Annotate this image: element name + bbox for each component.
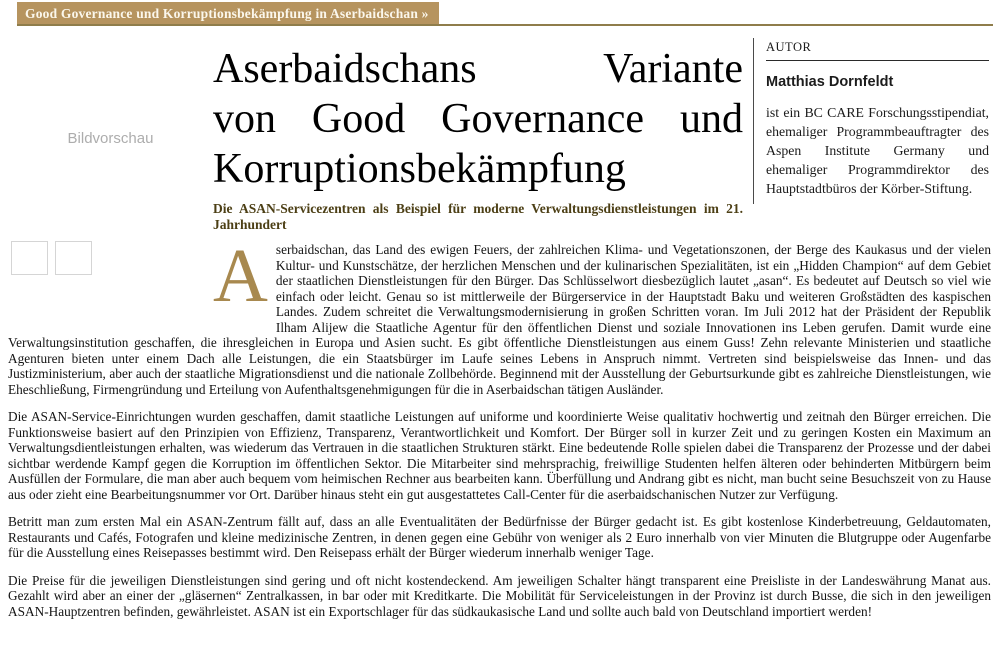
article-subtitle: Die ASAN-Servicezentren als Beispiel für moderne Verwaltungsdienstleistungen im 21. Jahrhundert	[213, 201, 743, 232]
thumbnail-2[interactable]	[55, 241, 92, 275]
thumbnail-1[interactable]	[11, 241, 48, 275]
paragraph-3: Betritt man zum ersten Mal ein ASAN-Zentrum fällt auf, dass an alle Eventualitäten der Bedürfnisse der Bürger gedacht ist. Es gibt kostenlose Kinderbetreuung, Geldautomaten, Restaurants und Cafés, Fotografen und kleine medizinische Zentren, in denen gegen eine Gebühr von weniger als 2 Euro innerhalb von vier Minuten die Blutgruppe oder Augenfarbe für die Ausstellung eines Reisepasses bestimmt wird. Den Reisepass erhält der Bürger wiederum innerhalb weniger Tage.	[8, 514, 991, 560]
article-title-line-1: Aserbaidschans Variante	[213, 46, 743, 92]
image-preview-placeholder-label: Bildvorschau	[67, 130, 154, 147]
paragraph-2: Die ASAN-Service-Einrichtungen wurden geschaffen, damit staatliche Leistungen auf uniforme und koordinierte Weise qualitativ hochwertig und zeitnah den Bürger erreichen. Die Funktionsweise basiert auf den Prinzipien von Effizienz, Transparenz, Verantwortlichkeit und Komfort. Der Bürger soll in kurzer Zeit und zu geringen Kosten ein Maximum an Verwaltungsdientleistungen erhalten, was wiederum das Vertrauen in die staatlichen Strukturen stärkt. Eine bedeutende Rolle spielen dabei die Transparenz der Prozesse und der dabei sichtbar werdende Kampf gegen die Korruption im öffentlichen Sektor. Die Mitarbeiter sind mehrsprachig, freiwillige Studenten helfen älteren oder behinderten Mitbürgern beim Ausfüllen der Formulare, die man aber auch bequem vom heimischen Rechner aus bearbeiten kann. Überfüllung und Andrang gibt es nicht, man bucht seine Besuchszeit von zu Hause aus oder zieht eine Bearbeitungsnummer vor Ort. Darüber hinaus steht ein gut ausgestattetes Call-Center für die aserbaidschanischen Nutzer zur Verfügung.	[8, 409, 991, 502]
article-title-line-3: Korruptionsbekämpfung	[213, 146, 626, 192]
article-body	[8, 234, 991, 619]
thumbnail-strip	[11, 241, 213, 275]
image-preview-panel	[8, 38, 213, 284]
drop-cap-letter: A	[213, 234, 268, 318]
paragraph-1-text: serbaidschan, das Land des ewigen Feuers, der zahlreichen Klima- und Vegetationszonen, der Berge des Kaukasus und der vielen Kultur- und Kunstschätze, der herzlichen Menschen und der kulinarischen Spezialitäten, ist ein „Hidden Champion“ auf dem Gebiet der staatlichen Dienstleistungen für den Bürger. Das Schlüsselwort diesbezüglich lautet „asan“. Es bedeutet auf Deutsch so viel wie einfach oder leicht. Genau so ist mittlerweile der Bürgerservice in der Hauptstadt Baku und weiteren Großstädten des kaspischen Landes. Zudem schreitet die Verwaltungsmodernisierung in großen Schritten voran. Im Juli 2012 hat der Präsident der Republik Ilham Alijew die Staatliche Agentur für den öffentlichen Dienst und soziale Innovationen ins Leben gerufen. Damit wurde eine Verwaltungsinstitution geschaffen, die ihresgleichen in Europa und Asien sucht. Es gibt öffentliche Dienstleistungen aus einem Guss! Zehn relevante Ministerien und staatliche Agenturen bieten unter einem Dach alle Leistungen, die ein Staatsbürger im Laufe seines Lebens in Anspruch nimmt. Vertreten sind beispielsweise das Innen- und das Justizministerium, aber auch der staatliche Migrationsdienst und die nationale Zollbehörde. Beginnend mit der Ausstellung der Geburtsurkunde gibt es zahlreiche Dienstleistungen, wie Eheschließung, Firmengründung und Erteilung von Aufenthaltsgenehmigungen für die in Aserbaidschan tätigen Ausländer.	[8, 242, 991, 397]
author-sidebar	[753, 38, 991, 204]
author-bio: ist ein BC CARE Forschungsstipendiat, ehemaliger Programmbeauftragter des Aspen Institute Germany und ehemaliger Programmdirektor des Hauptstadtbüros der Körber-Stiftung.	[766, 105, 989, 196]
article-page	[0, 26, 993, 619]
paragraph-4: Die Preise für die jeweiligen Dienstleistungen sind gering und oft nicht kostendeckend. Am jeweiligen Schalter hängt transparent eine Preisliste in der Landeswährung Manat aus. Gezahlt wird aber an einer der „gläsernen“ Zentralkassen, in bar oder mit Kreditkarte. Die Mobilität für Serviceleistungen in der Provinz ist durch Busse, die sich in den jeweiligen ASAN-Hauptzentren befinden, gewährleistet. ASAN ist ein Exportschlager für das südkaukasische Land und sollte auch bald von Deutschland importiert werden!	[8, 572, 991, 619]
article-title-line-2: von Good Governance und	[213, 96, 743, 142]
header-rule	[17, 2, 993, 26]
author-section-heading: AUTOR	[766, 40, 989, 61]
author-name: Matthias Dornfeldt	[766, 74, 894, 90]
category-header-link[interactable]: Good Governance und Korruptionsbekämpfung in Aserbaidschan »	[17, 2, 439, 24]
